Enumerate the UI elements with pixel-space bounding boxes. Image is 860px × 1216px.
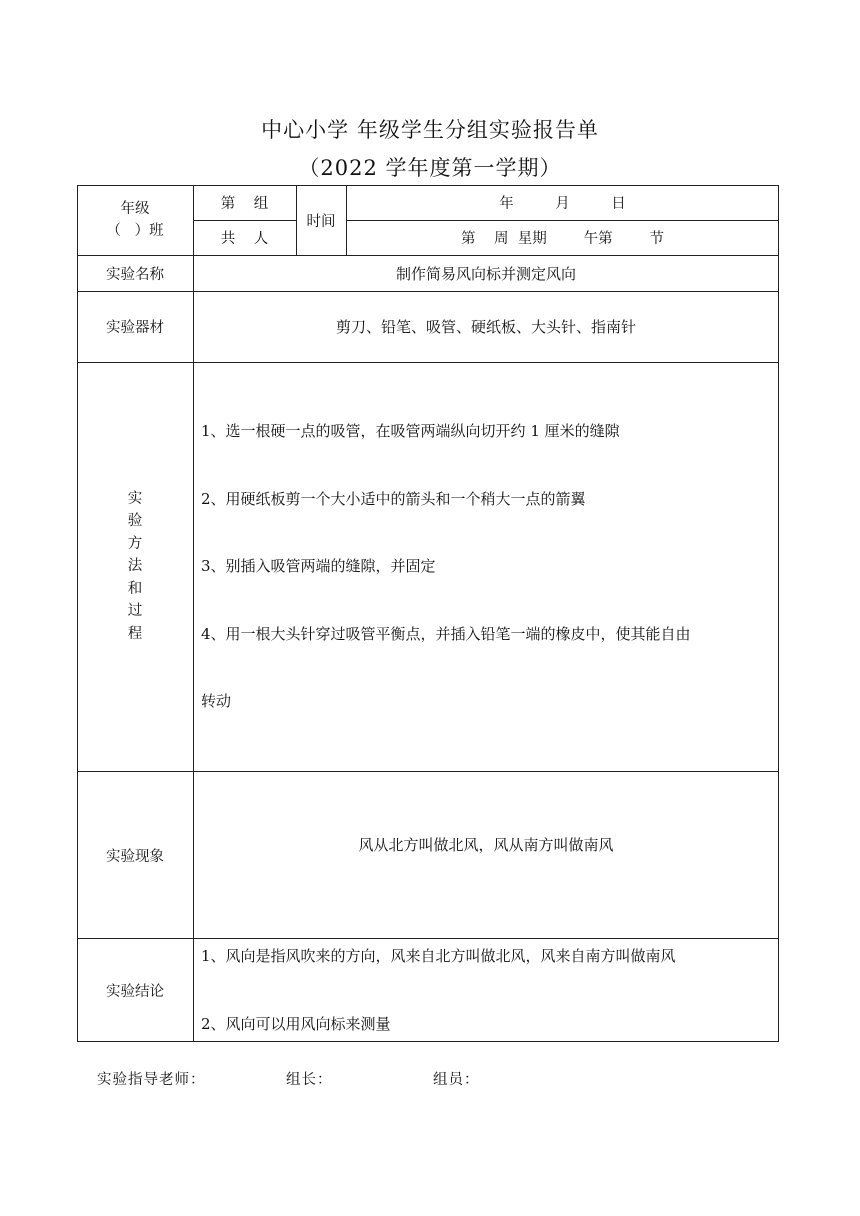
method-label-char: 实 (127, 490, 143, 507)
conclusion-content (193, 938, 779, 1042)
grade-class-cell (77, 185, 193, 255)
method-step: 3、别插入吸管两端的缝隙，并固定 (201, 557, 436, 576)
method-label-char: 法 (127, 558, 143, 575)
method-step: 2、用硬纸板剪一个大小适中的箭头和一个稍大一点的箭翼 (201, 489, 586, 508)
method-label (77, 362, 193, 771)
phenomenon-label: 实验现象 (106, 849, 164, 865)
method-content (193, 362, 779, 771)
method-label-char: 和 (127, 580, 143, 597)
conclusion-item: 1、风向是指风吹来的方向，风来自北方叫做北风，风来自南方叫做南风 (201, 947, 676, 965)
conclusion-label: 实验结论 (106, 983, 164, 1000)
name-value: 制作简易风向标并测定风向 (395, 264, 576, 283)
time-label: 时间 (306, 213, 336, 230)
teacher-label: 实验指导老师： (97, 1072, 206, 1088)
grade-label: 年级 (120, 201, 150, 217)
equipment-label: 实验器材 (106, 320, 164, 336)
method-label-char: 过 (127, 603, 143, 620)
leader-label: 组长： (286, 1072, 333, 1088)
date-line: 年 月 日 (499, 196, 626, 212)
group-label: 第 组 (220, 196, 269, 212)
method-label-char: 方 (127, 535, 143, 552)
method-label-char: 验 (127, 513, 143, 530)
report-title: 中心小学 年级学生分组实验报告单 (261, 118, 599, 142)
total-label: 共 人 (220, 231, 269, 247)
name-label: 实验名称 (106, 266, 164, 283)
class-label: （ ）班 (106, 223, 164, 239)
week-line: 第 周 星期 午第 节 (461, 231, 664, 247)
method-step: 转动 (201, 692, 232, 711)
method-step: 4、用一根大头针穿过吸管平衡点，并插入铅笔一端的橡皮中，使其能自由 (201, 624, 691, 643)
method-label-char: 程 (127, 625, 143, 642)
report-subtitle: （2022 学年度第一学期） (298, 156, 562, 180)
method-step: 1、选一根硬一点的吸管，在吸管两端纵向切开约 1 厘米的缝隙 (201, 422, 620, 441)
conclusion-item: 2、风向可以用风向标来测量 (201, 1014, 391, 1033)
phenomenon-value: 风从北方叫做北风，风从南方叫做南风 (358, 835, 614, 854)
equipment-value: 剪刀、铅笔、吸管、硬纸板、大头针、指南针 (335, 318, 636, 336)
members-label: 组员： (433, 1072, 480, 1088)
